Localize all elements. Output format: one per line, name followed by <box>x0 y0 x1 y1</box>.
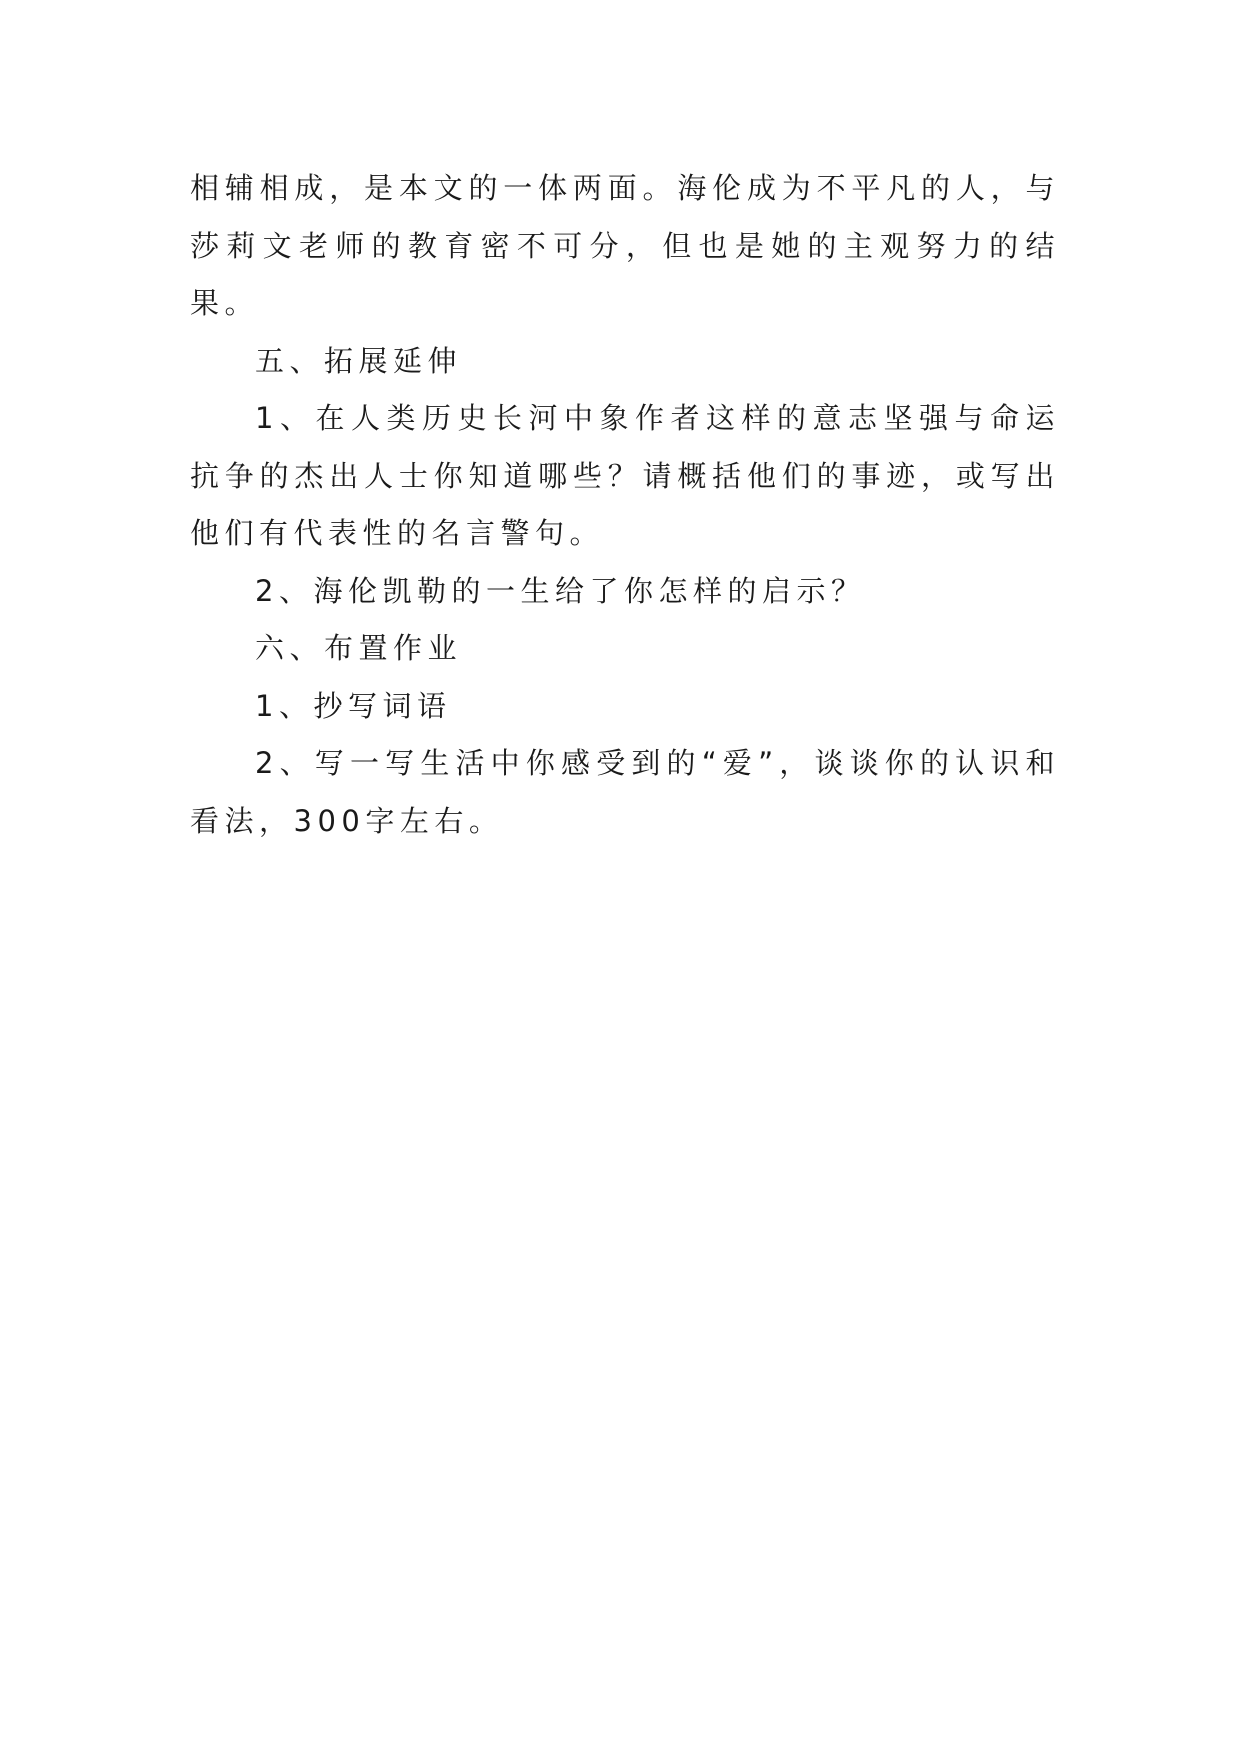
paragraph-continuation: 相辅相成，是本文的一体两面。海伦成为不平凡的人，与莎莉文老师的教育密不可分，但也是她的主观努力的结果。 <box>190 171 1060 320</box>
homework-item-2: 2、写一写生活中你感受到的“爱”，谈谈你的认识和看法，300字左右。 <box>190 746 1060 838</box>
extension-question-1: 1、在人类历史长河中象作者这样的意志坚强与命运抗争的杰出人士你知道哪些？请概括他们的事迹，或写出他们有代表性的名言警句。 <box>190 401 1060 550</box>
homework-item-1: 1、抄写词语 <box>255 688 452 723</box>
document-body <box>190 160 1060 850</box>
section-heading-homework: 六、布置作业 <box>255 631 463 665</box>
section-heading-extension: 五、拓展延伸 <box>255 343 463 378</box>
extension-question-2: 2、海伦凯勒的一生给了你怎样的启示？ <box>255 573 866 608</box>
